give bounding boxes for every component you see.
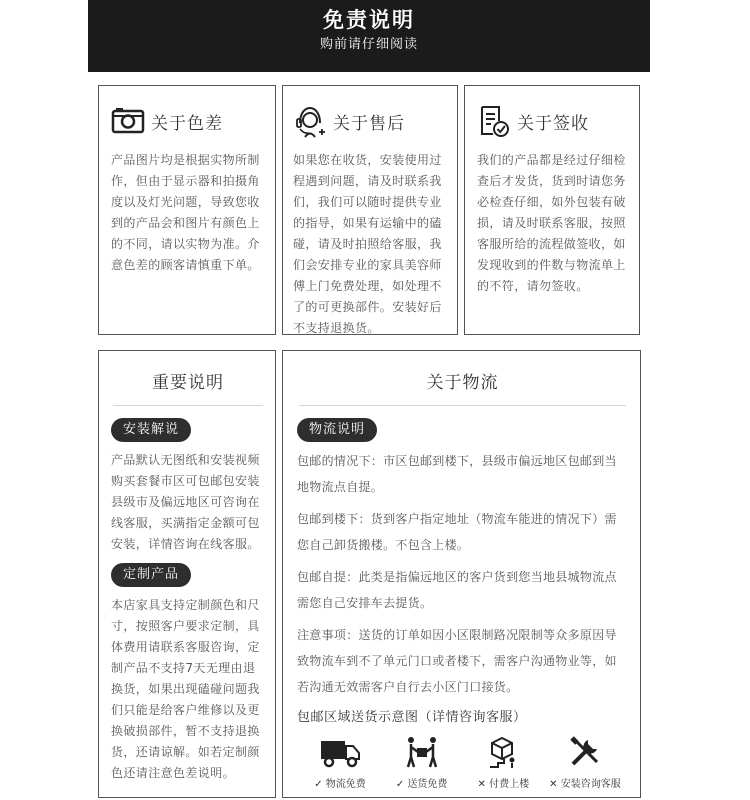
box-text: 产品图片均是根据实物所制作，但由于显示器和拍摄角度以及灯光问题，导致您收到的产品会和图片有颜色上的不同，请以实物为准。介意色差的顾客请慎重下单。 (111, 153, 260, 272)
cross-mark: ✕ (477, 779, 486, 790)
region-title: 包邮区域送货示意图（详情咨询客服） (297, 710, 527, 725)
sign-document-icon (477, 104, 511, 138)
important-box (98, 350, 276, 798)
tools-icon (568, 735, 602, 769)
check-mark: ✓ (314, 779, 323, 790)
service-icons (297, 735, 628, 790)
logistics-text (297, 448, 628, 700)
logistics-item: 包邮的情况下：市区包邮到楼下，县级市偏远地区包邮到当地物流点自提。 (297, 454, 617, 494)
box-title: 关于签收 (517, 113, 589, 134)
cross-mark: ✕ (549, 779, 558, 790)
logistics-item: 注意事项：送货的订单如因小区限制路况限制等众多原因导致物流车到不了单元门口或者楼下，需客户沟通物业等，如若沟通无效需客户自行去小区门口接货。 (297, 628, 617, 694)
service-item (546, 735, 624, 790)
color-difference-box (98, 85, 276, 335)
custom-label: 定制产品 (111, 563, 191, 587)
logistics-item: 包邮到楼下：货到客户指定地址（物流车能进的情况下）需您自己卸货搬楼。不包含上楼。 (297, 512, 617, 552)
upstairs-box-icon (486, 735, 520, 769)
truck-icon (319, 735, 361, 769)
receipt-box (464, 85, 640, 335)
service-item (301, 735, 379, 790)
logistics-label: 物流说明 (297, 418, 377, 442)
customer-service-icon (293, 104, 327, 138)
service-label: 安装咨询客服 (560, 779, 621, 790)
delivery-person-icon (403, 735, 441, 769)
box-text: 我们的产品都是经过仔细检查后才发货，货到时请您务必检查仔细，如外包装有破损，请及时联系客服，按照客服所给的流程做签收，如发现收到的件数与物流单上的不符，请勿签收。 (477, 153, 626, 293)
service-label: 付费上楼 (489, 779, 530, 790)
header-subtitle: 购前请仔细阅读 (319, 37, 418, 52)
custom-text: 本店家具支持定制颜色和尺寸，按照客户要求定制，具体费用请联系客服咨询，定制产品不支持7天无理由退换货，如果出现磕碰问题我们只能是给客户维修以及更换破损部件，暂不支持退换货，还请谅解。如若定制颜色还请注意色差说明。 (111, 598, 260, 780)
header-title: 免责说明 (323, 8, 415, 32)
logistics-box (282, 350, 641, 798)
section-title: 重要说明 (152, 373, 224, 393)
install-label: 安装解说 (111, 418, 191, 442)
after-sales-box (282, 85, 458, 335)
install-text: 产品默认无图纸和安装视频购买套餐市区可包邮包安装县级市及偏远地区可咨询在线客服，买满指定金额可包安装，详情咨询在线客服。 (111, 453, 260, 551)
box-text: 如果您在收货，安装使用过程遇到问题，请及时联系我们，我们可以随时提供专业的指导，如果有运输中的磕碰，请及时拍照给客服，我们会安排专业的家具美容师傅上门免费处理，如处理不了的可更换部件。安装好后不支持退换货。 (293, 153, 442, 335)
box-title: 关于色差 (151, 113, 223, 134)
divider (113, 405, 263, 406)
camera-icon (111, 104, 145, 138)
disclaimer-header (88, 0, 650, 72)
box-title: 关于售后 (333, 113, 405, 134)
check-mark: ✓ (395, 779, 405, 790)
divider (299, 405, 626, 406)
service-item (464, 735, 542, 790)
service-label: 送货免费 (407, 779, 448, 790)
section-title: 关于物流 (426, 373, 499, 393)
service-label: 物流免费 (325, 779, 366, 790)
service-item (383, 735, 461, 790)
logistics-item: 包邮自提：此类是指偏远地区的客户货到您当地县城物流点需您自己安排车去提货。 (297, 570, 617, 610)
